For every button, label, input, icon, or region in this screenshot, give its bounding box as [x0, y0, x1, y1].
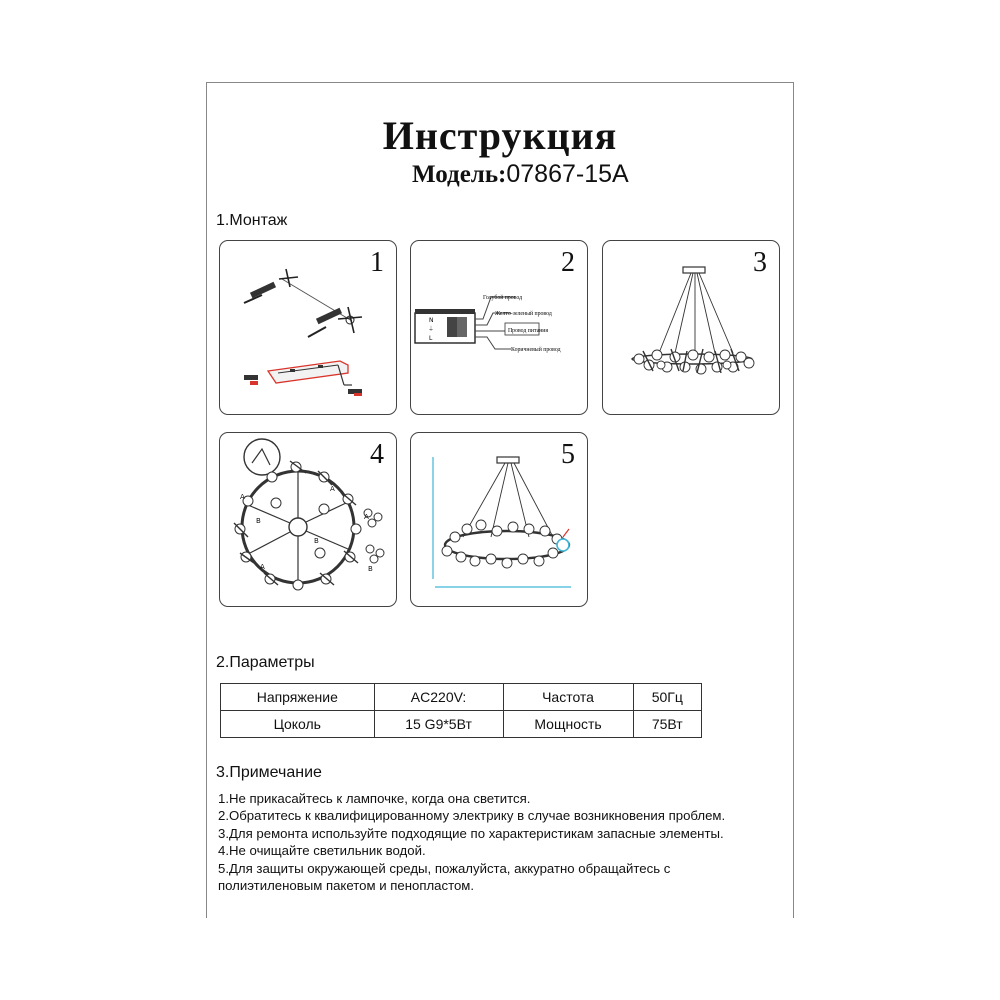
- wiring-diagram-illustration: [411, 241, 588, 415]
- part-label: B: [256, 517, 261, 525]
- step-panel-1: [219, 240, 397, 415]
- notes-list: [218, 790, 725, 894]
- part-label: A: [364, 513, 369, 521]
- note-item: полиэтиленовым пакетом и пенопластом.: [218, 878, 475, 894]
- part-label: A: [260, 563, 265, 571]
- terminal-letter: N: [429, 317, 434, 324]
- step-panel-5: [410, 432, 588, 607]
- part-label: B: [368, 565, 373, 573]
- wire-label: Желто-зеленый провод: [495, 311, 552, 317]
- note-item: 5.Для защиты окружающей среды, пожалуйста, аккуратно обращайтесь с: [218, 860, 671, 876]
- table-cell: 15 G9*5Вт: [374, 711, 503, 738]
- step-panel-4: [219, 432, 397, 607]
- mount-bracket-screws-illustration: [220, 241, 397, 415]
- model-line: [412, 160, 629, 189]
- note-item: 3.Для ремонта используйте подходящие по характеристикам запасные элементы.: [218, 825, 724, 841]
- terminal-letter: L: [429, 335, 433, 342]
- step-panel-3: [602, 240, 780, 415]
- model-label: Модель:: [412, 161, 507, 188]
- note-item: 1.Не прикасайтесь к лампочке, когда она светится.: [218, 791, 531, 806]
- table-cell: Напряжение: [221, 684, 375, 711]
- part-label: B: [314, 537, 319, 545]
- step-number: 2: [561, 247, 575, 278]
- part-label: A: [330, 485, 335, 493]
- wire-label: Провод питания: [508, 328, 549, 334]
- table-row: [221, 711, 702, 738]
- table-cell: AC220V:: [374, 684, 503, 711]
- part-label: A: [240, 493, 245, 501]
- section-params-heading: 2.Параметры: [216, 654, 315, 671]
- table-cell: Мощность: [503, 711, 633, 738]
- section-mount-heading: 1.Монтаж: [216, 212, 288, 229]
- wire-label: Голубой провод: [483, 295, 523, 301]
- table-row: [221, 684, 702, 711]
- wire-label: Коричневый провод: [511, 347, 561, 353]
- terminal-letter: ⏚: [428, 326, 435, 333]
- step-number: 1: [370, 247, 384, 278]
- model-value: 07867-15A: [506, 160, 629, 188]
- params-table: [220, 683, 702, 738]
- note-item: 4.Не очищайте светильник водой.: [218, 843, 426, 859]
- page-title: Инструкция: [382, 113, 618, 158]
- table-cell: Цоколь: [221, 711, 375, 738]
- step-number: 5: [561, 439, 575, 470]
- step-number: 3: [753, 247, 767, 278]
- step-panel-2: [410, 240, 588, 415]
- step-number: 4: [370, 439, 384, 470]
- note-item: 2.Обратитесь к квалифицированному электрику в случае возникновения проблем.: [218, 808, 726, 824]
- section-notes-heading: 3.Примечание: [216, 764, 322, 781]
- chandelier-dimensions-illustration: [411, 433, 588, 607]
- chandelier-side-view-illustration: [603, 241, 780, 415]
- table-cell: Частота: [503, 684, 633, 711]
- table-cell: 50Гц: [633, 684, 701, 711]
- table-cell: 75Вт: [633, 711, 701, 738]
- ring-assembly-top-view-illustration: [220, 433, 397, 607]
